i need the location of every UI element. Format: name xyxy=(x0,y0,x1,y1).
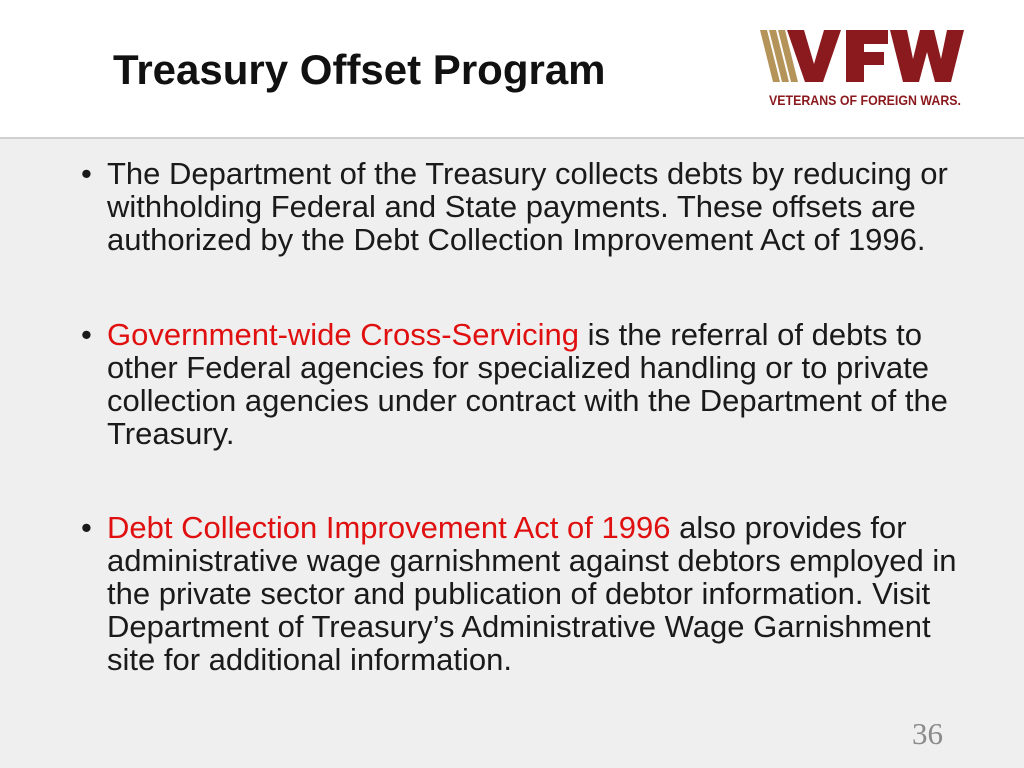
bullet-text: The Department of the Treasury collects debts by reducing or withholding Federal and State payments. These offsets are authorized by the Debt Collection Improvement Act of 1996. xyxy=(107,156,948,257)
slide-header xyxy=(0,0,1024,139)
bullet-item xyxy=(78,511,958,676)
bullet-text: is the referral of debts to other Federal agencies for specialized handling or to private collection agencies under contract with the Department of the Treasury. xyxy=(107,317,948,451)
bullet-text: also provides for administrative wage garnishment against debtors employed in the private sector and publication of debtor information. Visit Department of Treasury’s Administrative Wage Garnishment site for additional information. xyxy=(107,510,957,677)
bullet-marker: • xyxy=(81,317,92,352)
logo-subtitle: VETERANS OF FOREIGN WARS. xyxy=(769,92,961,108)
bullet-item xyxy=(78,157,958,256)
page-number: 36 xyxy=(912,716,943,751)
bullet-marker: • xyxy=(81,156,92,191)
bullet-highlight: Government-wide Cross-Servicing xyxy=(107,317,580,352)
bullet-highlight: Debt Collection Improvement Act of 1996 xyxy=(107,510,671,545)
bullet-item xyxy=(78,318,958,450)
bullet-list xyxy=(78,157,958,676)
bullet-marker: • xyxy=(81,510,92,545)
slide-title: Treasury Offset Program xyxy=(113,46,606,93)
vfw-logo xyxy=(760,26,982,116)
